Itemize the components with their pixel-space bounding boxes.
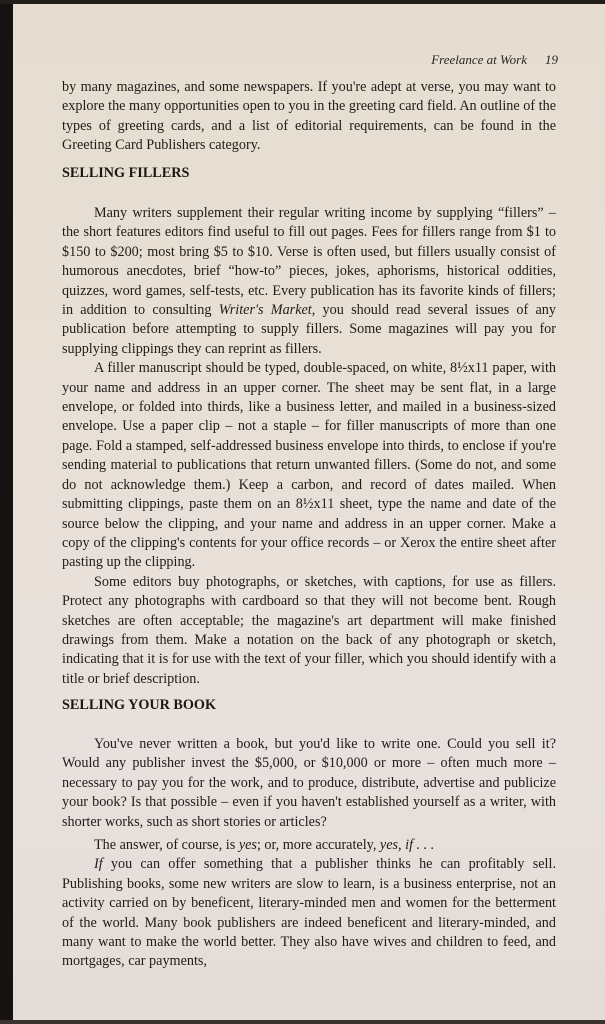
top-edge xyxy=(0,0,605,4)
book-p2-italic-yes: yes xyxy=(238,837,257,854)
book-p3-italic-if: If xyxy=(94,856,103,873)
fillers-paragraph-1 xyxy=(62,204,556,359)
fillers-p1-text-end: , you should read several issues of any publication before attempting to supply fillers. Some magazines will pay you for supplying clippings they can reprint as fillers. xyxy=(62,302,556,357)
book-p3-text: you can offer something that a publisher thinks he can profitably sell. Publishing books, some new writers are slow to learn, is a business enterprise, not an activity carried on by beneficent, literary-minded men and women for the betterment of the world. Many book publishers are indeed beneficent and literary-minded, and many want to make the world better. They also have wives and children to feed, and mortgages, car payments, xyxy=(62,856,556,970)
section-heading-fillers: SELLING FILLERS xyxy=(62,165,190,181)
intro-paragraph xyxy=(62,78,556,156)
fillers-p1-italic: Writer's Market xyxy=(218,302,312,319)
running-head-title: Freelance at Work xyxy=(431,52,527,67)
bottom-edge xyxy=(0,1020,605,1024)
page-number: 19 xyxy=(545,52,558,67)
page-binding-edge xyxy=(0,0,13,1024)
fillers-p1-text: Many writers supplement their regular writing income by supplying “fillers” – the short features editors find useful to fill out pages. Fees for fillers range from $1 to $150 to $200; most bring $5 to $10. Verse is often used, but fillers usually consist of humorous anecdotes, brief “how-to” pieces, jokes, aphorisms, historical oddities, quizzes, word games, self-tests, etc. Every publication has its favorite kinds of fillers; in addition to consulting xyxy=(62,205,556,319)
book-paragraph-1: You've never written a book, but you'd like to write one. Could you sell it? Would any publisher invest the $5,000, or $10,000 or more – often much more – necessary to pay you for the work, and to produce, distribute, advertise and publicize your book? Is that possible – even if you haven't established yourself as a writer, with shorter works, such as short stories or articles? xyxy=(62,736,556,830)
book-p2-text: The answer, of course, is xyxy=(94,837,239,854)
book-p2-text-mid: ; or, more accurately, xyxy=(256,837,380,854)
intro-text: by many magazines, and some newspapers. If you're adept at verse, you may want to explore the many opportunities open to you in the greeting card field. An outline of the types of greeting cards, and a list of editorial requirements, can be found in the Greeting Card Publishers category. xyxy=(62,79,556,154)
book-paragraph-3 xyxy=(62,855,556,971)
running-head xyxy=(431,52,558,68)
section-heading-book: SELLING YOUR BOOK xyxy=(62,697,216,713)
fillers-paragraph-2: A filler manuscript should be typed, double-spaced, on white, 8½x11 paper, with your name and address in an upper corner. The sheet may be sent flat, in a large envelope, or folded into thirds, like a business letter, and mailed in a business-sized envelope. Use a paper clip – not a staple – for filler manuscripts of more than one page. Fold a stamped, self-addressed business envelope into thirds, to enclose if you're sending material to publications that return unwanted fillers. (Some do not, and some do not acknowledge them.) Keep a carbon, and record of dates mailed. When submitting clippings, paste them on an 8½x11 sheet, type the name and date of the source below the clipping, and your name and address in an upper corner. Make a copy of the clipping's contents for your office records – or Xerox the entire sheet after pasting up the clipping. xyxy=(62,360,556,571)
book-p2-italic-yes-if: yes, if . . . xyxy=(379,837,435,854)
fillers-section-body xyxy=(62,204,556,689)
book-section-body xyxy=(62,735,556,972)
book-paragraph-2 xyxy=(62,836,556,855)
fillers-paragraph-3: Some editors buy photographs, or sketches, with captions, for use as fillers. Protect any photographs with cardboard so that they will not become bent. Rough sketches are often acceptable; the magazine's art department will make finished drawings from them. Make a notation on the back of any photograph or sketch, indicating that it is for use with the text of your filler, which you should identify with a title or brief description. xyxy=(62,573,556,687)
